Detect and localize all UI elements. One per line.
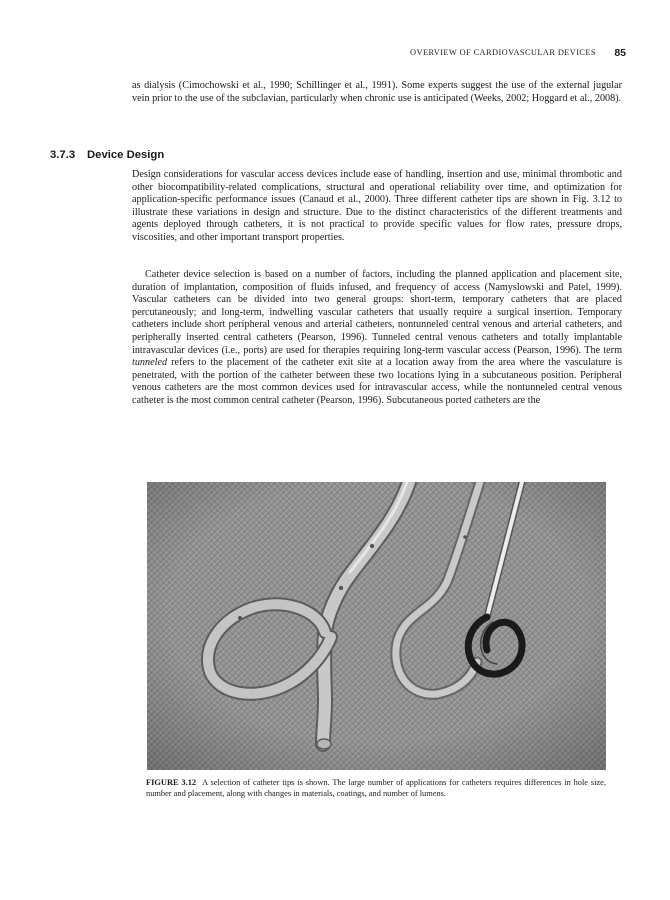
section-number: 3.7.3 xyxy=(50,149,76,161)
running-head xyxy=(132,47,626,61)
section-title: Device Design xyxy=(87,149,165,161)
figure-caption-text: A selection of catheter tips is shown. The large number of applications for catheters requires differences in hole size, number and placement, along with changes in materials, coatings, and number of lumens. xyxy=(146,778,606,799)
selection-text-part1: Catheter device selection is based on a number of factors, including the planned application and placement site, duration of implantation, composition of fluids infused, and frequency of access (Namyslowski and Patel, 1999). Vascular catheters can be divided into two general groups: short-term, temporary catheters that are placed percutaneously; and long-term, indwelling vascular catheters that usually require a surgical insertion. Temporary catheters include short peripheral venous and arterial catheters, nontunneled central venous and arterial catheters, and peripherally inserted central catheters (Pearson, 1996). Tunneled central venous catheters and totally implantable intravascular devices (i.e., ports) are used for therapies requiring long-term vascular access (Pearson, 1996). The term xyxy=(132,269,622,356)
figure-caption xyxy=(146,777,606,799)
design-paragraph: Design considerations for vascular access devices include ease of handling, insertion and use, minimal thrombotic and other biocompatibility-related complications, structural and operational reliability over time, and optimization for application-specific performance issues (Canaud et al., 2000). Three different catheter tips are shown in Fig. 3.12 to illustrate these variations in design and structure. Due to the distinct characteristics of the different treatments and agents deployed through catheters, it is not practical to provide specific values for flow rates, pressure drops, viscosities, and other important transport properties. xyxy=(132,169,622,243)
running-title: OVERVIEW OF CARDIOVASCULAR DEVICES xyxy=(410,48,596,57)
intro-paragraph: as dialysis (Cimochowski et al., 1990; Schillinger et al., 1991). Some experts suggest the use of the external jugular vein prior to the use of the subclavian, particularly when chronic use is anticipated (Weeks, 2002; Hoggard et al., 2008). xyxy=(132,80,622,104)
selection-text-part2: refers to the placement of the catheter exit site at a location away from the area where the vasculature is penetrated, with the portion of the catheter between these two locations lying in a subcutaneous position. Peripheral venous catheters are the most common devices used for intravascular access, while the nontunneled central venous catheter is the most common central catheter (Pearson, 1996). Subcutaneous ported catheters are the xyxy=(132,357,622,406)
page-number: 85 xyxy=(614,47,626,59)
figure-label: FIGURE 3.12 xyxy=(146,778,197,787)
emphasis-term: tunneled xyxy=(132,357,168,369)
selection-paragraph xyxy=(132,269,622,408)
catheter-photo xyxy=(147,482,606,770)
figure-photo xyxy=(147,482,606,770)
section-heading xyxy=(50,149,164,161)
